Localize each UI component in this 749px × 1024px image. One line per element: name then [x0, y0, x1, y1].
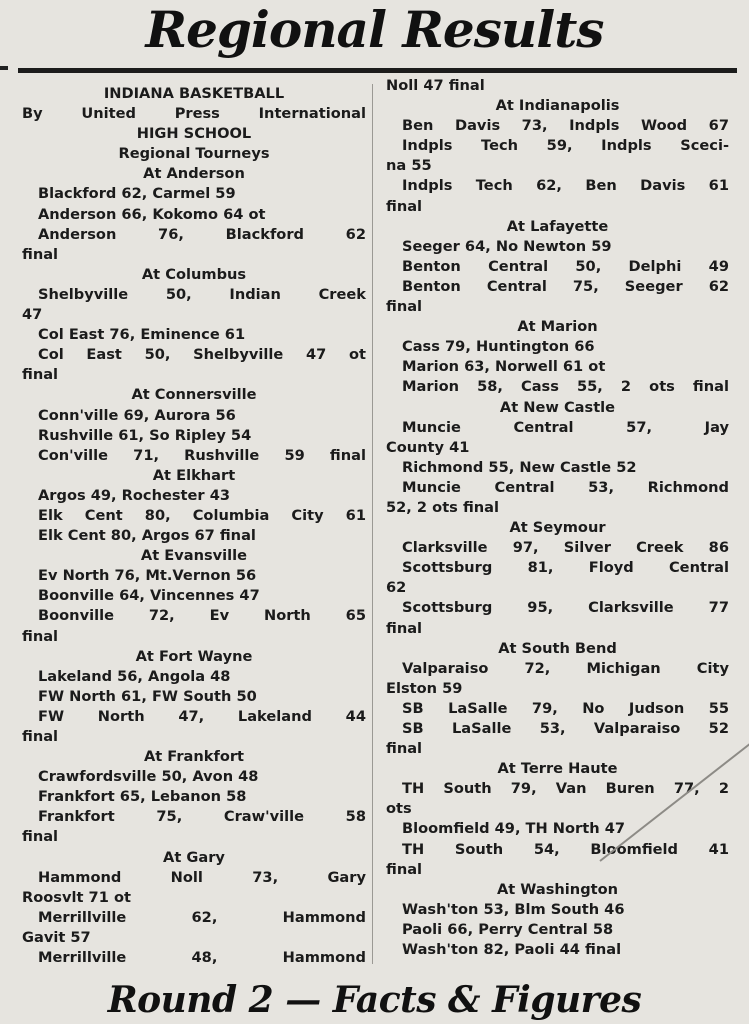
result-line: Elk Cent 80, Columbia City 61 [38, 506, 366, 524]
result-line: County 41 [386, 438, 470, 456]
result-line: TH South 79, Van Buren 77, 2 [402, 780, 729, 798]
result-line: Roosvlt 71 ot [22, 888, 131, 906]
section-heading: INDIANA BASKETBALL [103, 85, 285, 102]
section-heading: At New Castle [499, 398, 616, 416]
result-line: FW North 47, Lakeland 44 [38, 707, 366, 725]
section-heading: Regional Tourneys [118, 145, 270, 163]
section-heading: At Elkhart [152, 466, 236, 484]
section-heading: At Marion [517, 318, 598, 336]
right-column [386, 76, 729, 960]
result-line: final [386, 860, 423, 878]
section-heading: At Indianapolis [495, 97, 620, 115]
result-line: Anderson 76, Blackford 62 [38, 225, 366, 243]
section-heading: At Washington [496, 880, 619, 898]
result-line: final [22, 366, 59, 384]
result-line: Ev North 76, Mt.Vernon 56 [38, 567, 257, 585]
result-line: final [386, 197, 423, 215]
section-heading: At Seymour [509, 519, 606, 537]
result-line: Blackford 62, Carmel 59 [38, 185, 236, 203]
result-line: Conn'ville 69, Aurora 56 [38, 406, 236, 424]
result-line: Wash'ton 53, Blm South 46 [402, 900, 625, 918]
rule-tick [0, 66, 8, 70]
result-line: Boonville 64, Vincennes 47 [38, 587, 260, 605]
result-line: final [22, 728, 59, 745]
result-line: Frankfort 75, Craw'ville 58 [38, 808, 366, 826]
result-line: Col East 50, Shelbyville 47 ot [38, 346, 366, 364]
result-line: Boonville 72, Ev North 65 [38, 607, 366, 625]
result-line: Muncie Central 57, Jay [402, 418, 729, 436]
result-line: na 55 [386, 157, 432, 175]
result-line: Anderson 66, Kokomo 64 ot [38, 205, 266, 223]
result-line: Crawfordsville 50, Avon 48 [38, 768, 259, 786]
result-line: final [386, 298, 423, 316]
result-line: ots [386, 800, 412, 818]
result-line: Richmond 55, New Castle 52 [402, 458, 637, 476]
result-line: final [386, 619, 423, 637]
result-line: Ben Davis 73, Indpls Wood 67 [402, 117, 729, 135]
result-line: 62 [386, 579, 407, 597]
result-line: Muncie Central 53, Richmond [402, 478, 729, 496]
section-heading: At Terre Haute [497, 760, 618, 778]
result-line: final [22, 627, 59, 645]
result-line: Hammond Noll 73, Gary [38, 868, 366, 886]
result-line: Frankfort 65, Lebanon 58 [38, 788, 247, 806]
section-heading: At Fort Wayne [135, 647, 253, 665]
result-line: Benton Central 50, Delphi 49 [402, 257, 729, 275]
result-line: Col East 76, Eminence 61 [38, 326, 246, 344]
result-line: Benton Central 75, Seeger 62 [402, 277, 729, 295]
section-heading: At Connersville [131, 386, 257, 404]
section-heading: HIGH SCHOOL [136, 125, 252, 143]
result-line: Con'ville 71, Rushville 59 final [38, 446, 366, 464]
page-headline: Regional Results [145, 0, 604, 59]
result-line: Lakeland 56, Angola 48 [38, 667, 231, 685]
result-line: Elk Cent 80, Argos 67 final [38, 527, 256, 545]
section-heading: At Frankfort [143, 748, 245, 766]
result-line: Scottsburg 81, Floyd Central [402, 559, 729, 577]
column-divider [372, 84, 373, 964]
result-line: Valparaiso 72, Michigan City [402, 659, 729, 677]
result-line: SB LaSalle 79, No Judson 55 [402, 699, 729, 717]
section-heading: At Gary [163, 848, 225, 866]
left-column [22, 84, 366, 968]
result-line: FW North 61, FW South 50 [38, 687, 257, 705]
result-line: Clarksville 97, Silver Creek 86 [402, 539, 729, 557]
result-line: final [22, 245, 59, 263]
result-line: Seeger 64, No Newton 59 [402, 237, 612, 255]
result-line: Noll 47 final [386, 77, 485, 94]
section-heading: At Lafayette [506, 217, 609, 235]
headline-rule [18, 68, 737, 73]
result-line: Marion 58, Cass 55, 2 ots final [402, 378, 729, 396]
result-line: Merrillville 62, Hammond [38, 908, 366, 926]
result-line: Scottsburg 95, Clarksville 77 [402, 599, 729, 617]
result-line: TH South 54, Bloomfield 41 [402, 840, 729, 858]
section-footer-headline: Round 2 — Facts & Figures [107, 979, 642, 1021]
result-line: Argos 49, Rochester 43 [38, 486, 231, 504]
result-line: Gavit 57 [22, 928, 91, 946]
result-line: final [22, 828, 59, 846]
result-line: Rushville 61, So Ripley 54 [38, 426, 252, 444]
result-line: final [386, 740, 423, 758]
result-line: Indpls Tech 62, Ben Davis 61 [402, 177, 729, 195]
result-line: Paoli 66, Perry Central 58 [402, 920, 614, 938]
result-line: By United Press International [22, 105, 366, 123]
result-line: 52, 2 ots final [386, 498, 499, 516]
section-heading: At Anderson [143, 165, 245, 183]
result-line: Shelbyville 50, Indian Creek [38, 285, 366, 303]
section-heading: At Columbus [141, 265, 247, 283]
result-line: Marion 63, Norwell 61 ot [402, 358, 606, 376]
result-line: Bloomfield 49, TH North 47 [402, 820, 626, 838]
result-line: SB LaSalle 53, Valparaiso 52 [402, 720, 729, 737]
section-heading: At Evansville [140, 547, 248, 565]
result-line: Wash'ton 82, Paoli 44 final [402, 941, 622, 959]
section-heading: At South Bend [498, 639, 617, 657]
result-line: Elston 59 [386, 679, 463, 697]
result-line: 47 [22, 306, 43, 324]
result-line: Cass 79, Huntington 66 [402, 338, 595, 356]
result-line: Indpls Tech 59, Indpls Sceci- [402, 137, 729, 155]
result-line: Merrillville 48, Hammond [38, 949, 366, 967]
